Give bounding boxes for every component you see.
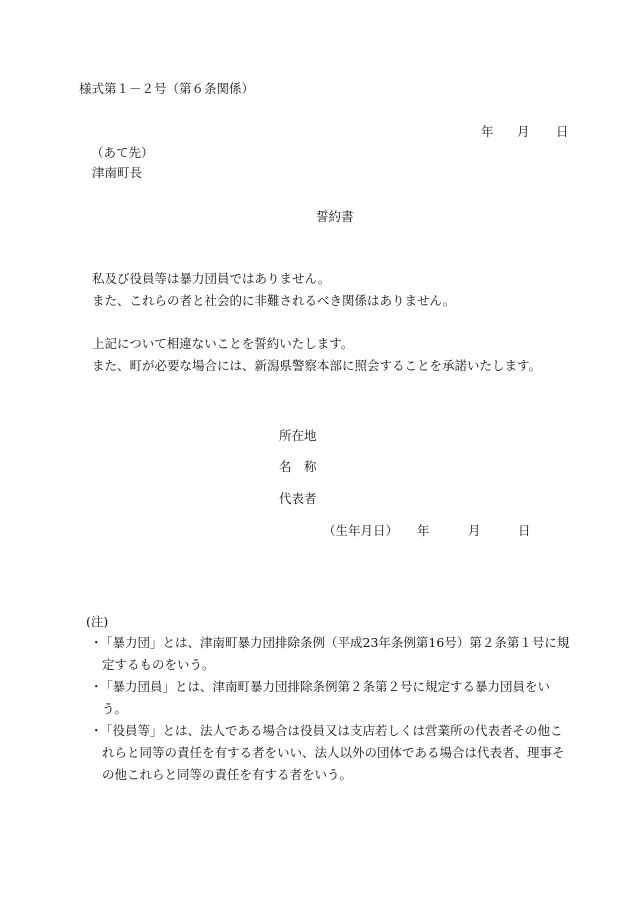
name-label: 名 称: [279, 459, 317, 474]
addressee-prefix: （あて先）: [91, 145, 154, 160]
note-bullet: ・: [90, 723, 103, 738]
birthdate-day-label: 日: [518, 523, 531, 538]
document-title: 誓約書: [316, 209, 354, 224]
note-item-3: [90, 720, 580, 786]
note-1-line-2: 定するものをいう。: [102, 657, 215, 672]
form-number: 様式第１－２号（第６条関係）: [79, 81, 255, 96]
note-2-line-2: う。: [102, 701, 128, 716]
note-3-line-1: 「役員等」とは、法人である場合は役員又は支店若しくは営業所の代表者その他こ: [100, 723, 563, 738]
date-day-label: 日: [556, 124, 569, 139]
note-2-line-1: 「暴力団員」とは、津南町暴力団排除条例第２条第２号に規定する暴力団員をい: [100, 679, 551, 694]
note-bullet: ・: [90, 679, 103, 694]
pledge-line-2: また、町が必要な場合には、新潟県警察本部に照会することを承諾いたします。: [92, 358, 542, 373]
note-item-2: [90, 676, 580, 720]
address-label: 所在地: [279, 428, 317, 443]
note-item-1: [90, 632, 580, 676]
date-month-label: 月: [517, 124, 530, 139]
birthdate-month-label: 月: [468, 523, 481, 538]
pledge-line-1: 上記について相違ないことを誓約いたします。: [92, 336, 354, 351]
note-1-line-1: 「暴力団」とは、津南町暴力団排除条例（平成23年条例第16号）第２条第１号に規: [100, 635, 570, 650]
birthdate-label: （生年月日）: [323, 523, 399, 538]
date-year-label: 年: [481, 124, 494, 139]
declaration-line-2: また、これらの者と社会的に非難されるべき関係はありません。: [92, 293, 456, 308]
note-3-line-3: の他これらと同等の責任を有する者をいう。: [102, 767, 353, 782]
note-bullet: ・: [90, 635, 103, 650]
representative-label: 代表者: [279, 491, 317, 506]
addressee-name: 津南町長: [92, 165, 143, 180]
declaration-line-1: 私及び役員等は暴力団員ではありません。: [92, 271, 331, 286]
notes-heading: (注): [86, 614, 109, 629]
note-3-line-2: れらと同等の責任を有する者をいい、法人以外の団体である場合は代表者、理事そ: [102, 745, 565, 760]
birthdate-year-label: 年: [417, 523, 430, 538]
